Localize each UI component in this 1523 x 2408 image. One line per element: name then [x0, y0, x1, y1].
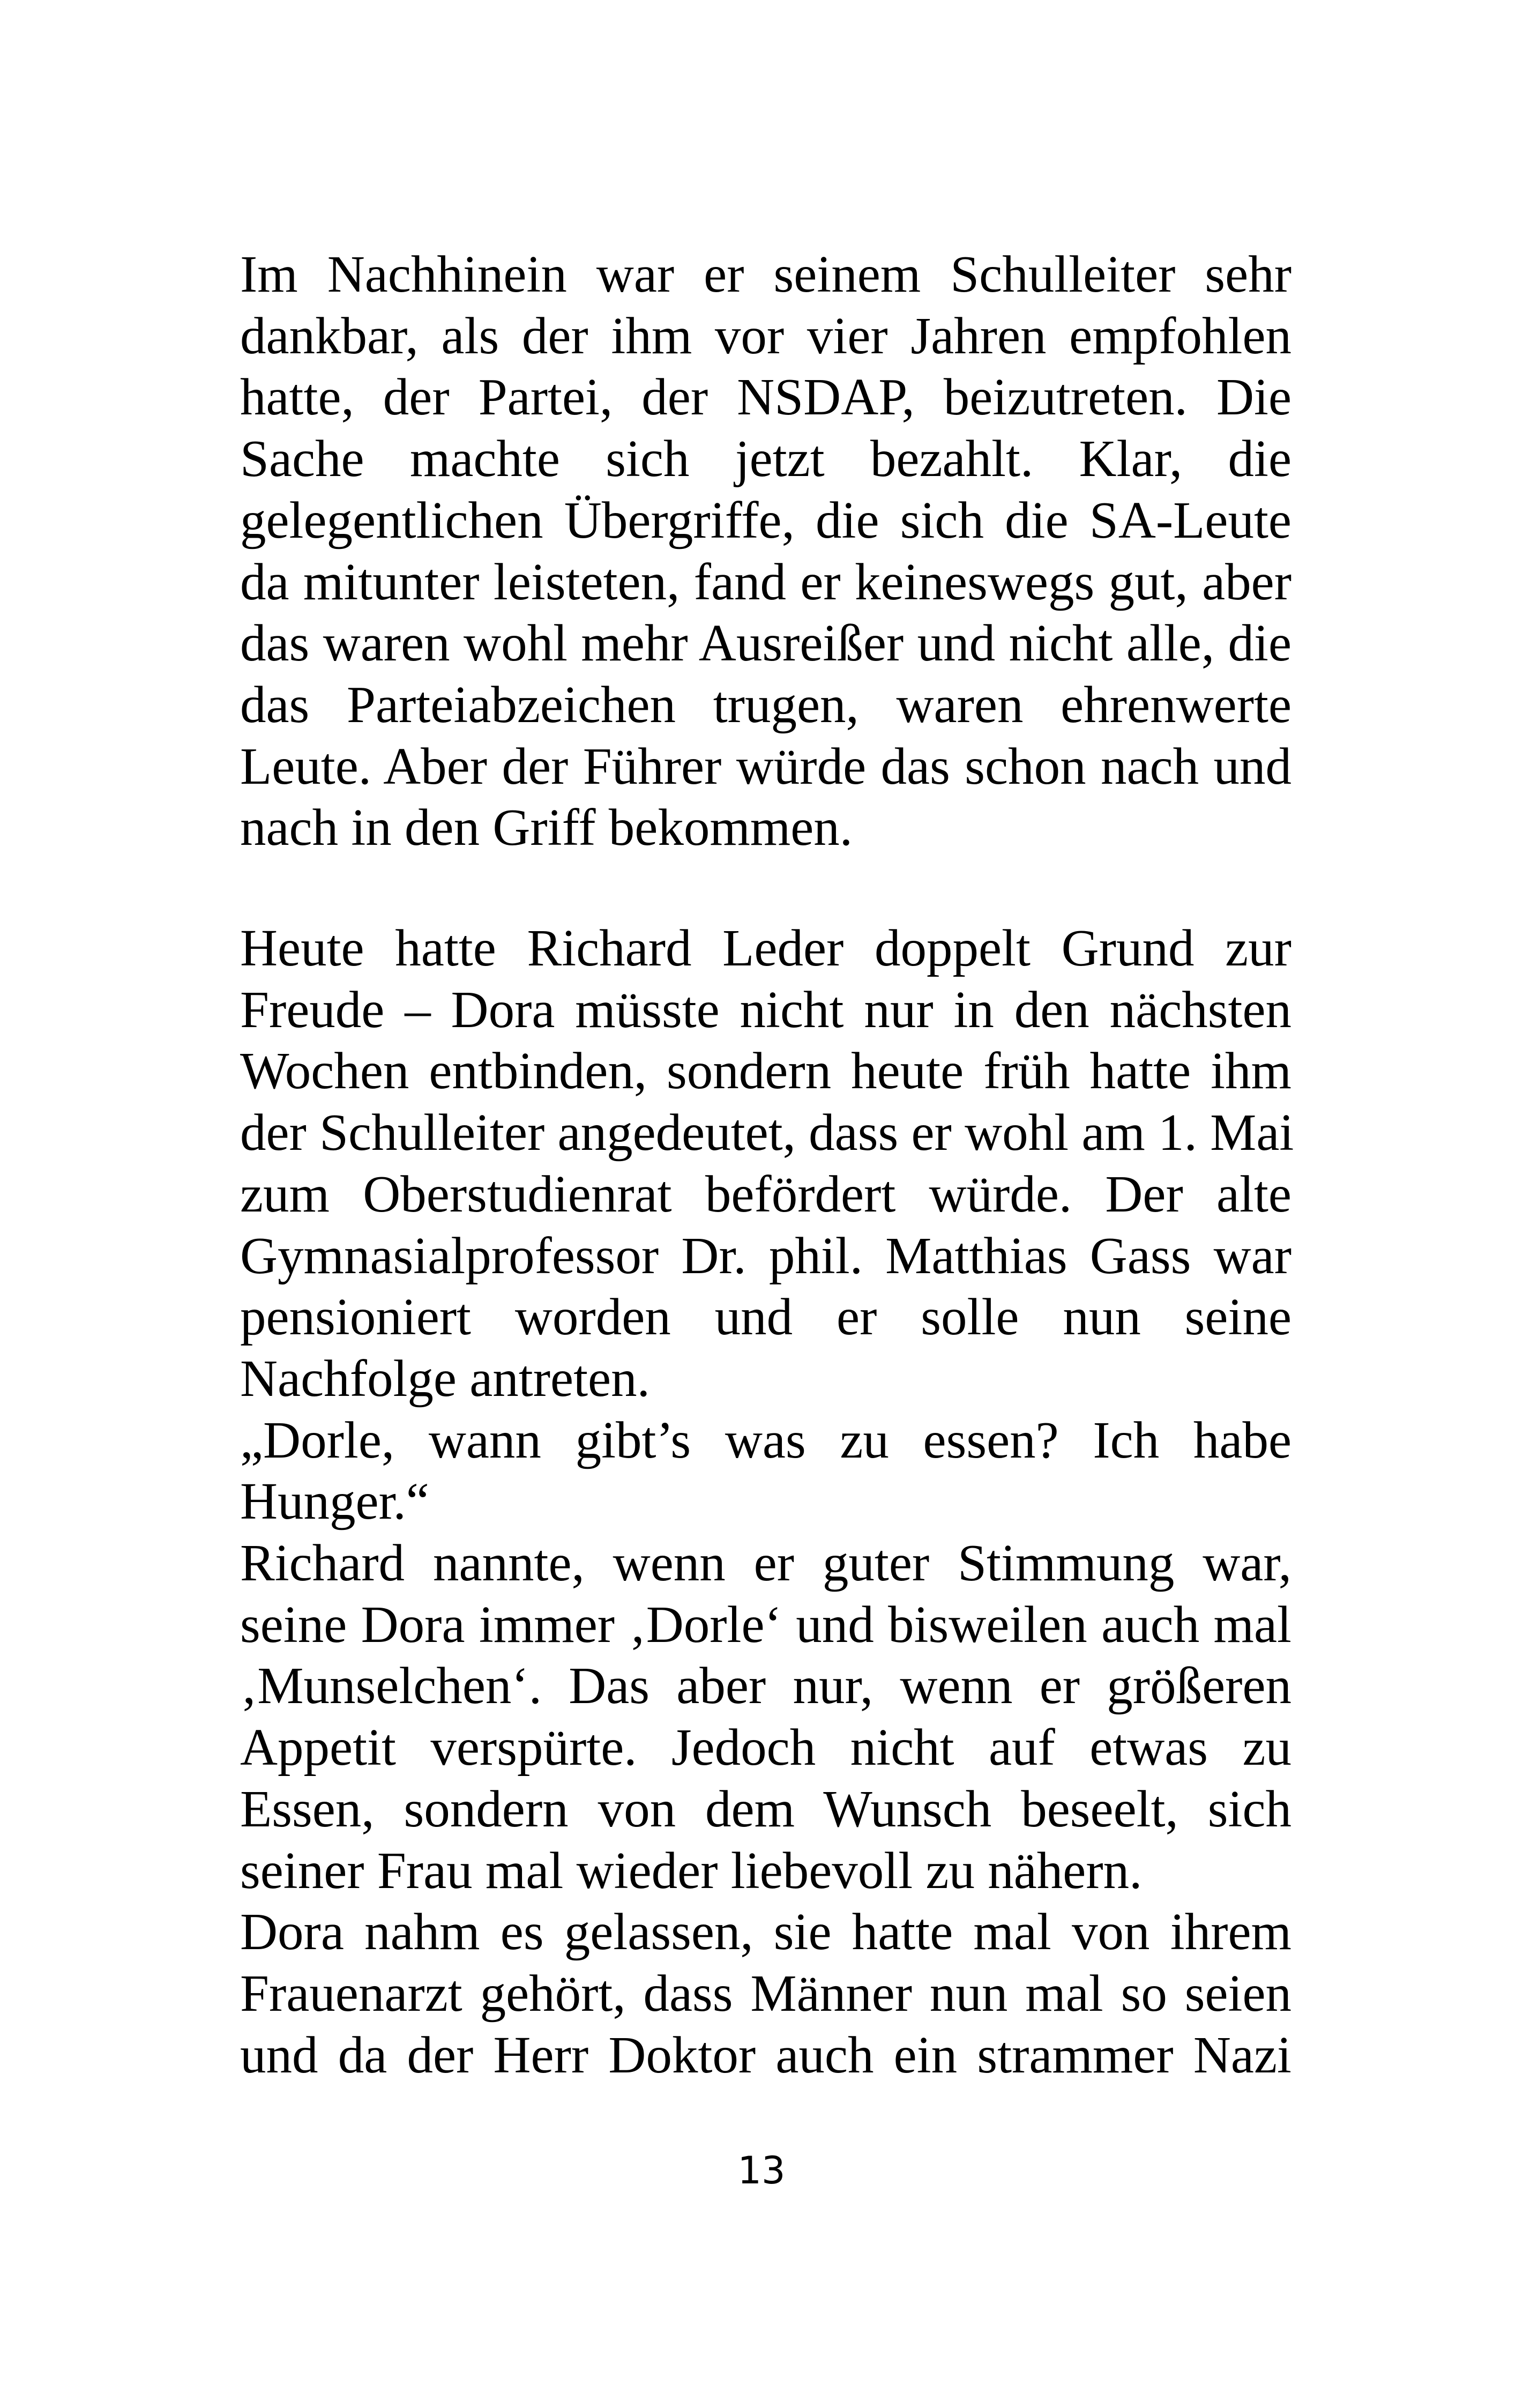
text-line: der Schulleiter angedeutet, dass er wohl am 1. Mai — [240, 1104, 1294, 1162]
text-line: das waren wohl mehr Ausreißer und nicht alle, die — [240, 614, 1291, 672]
text-line: hatte, der Partei, der NSDAP, beizutreten. Die — [240, 368, 1291, 426]
text-line: Heute hatte Richard Leder doppelt Grund zur — [240, 919, 1291, 977]
text-line: „Dorle, wann gibt’s was zu essen? Ich habe — [240, 1411, 1291, 1469]
text-line: Frauenarzt gehört, dass Männer nun mal so seien — [240, 1964, 1291, 2022]
text-line: Wochen entbinden, sondern heute früh hatte ihm — [240, 1042, 1291, 1100]
text-line: Nachfolge antreten. — [240, 1349, 650, 1407]
text-block-1 — [240, 244, 1291, 859]
paragraph-1 — [240, 244, 1291, 859]
text-line: gelegentlichen Übergriffe, die sich die SA-Leute — [240, 491, 1291, 549]
text-line: seiner Frau mal wieder liebevoll zu nähern. — [240, 1841, 1143, 1899]
text-line: Essen, sondern von dem Wunsch beseelt, sich — [240, 1780, 1291, 1838]
text-line: seine Dora immer ‚Dorle‘ und bisweilen auch mal — [240, 1595, 1291, 1653]
text-line: pensioniert worden und er solle nun seine — [240, 1288, 1291, 1346]
text-line: Im Nachhinein war er seinem Schulleiter sehr — [240, 246, 1291, 303]
text-line: Richard nannte, wenn er guter Stimmung war, — [240, 1534, 1291, 1592]
page-number: 13 — [737, 2149, 786, 2193]
paragraph-5 — [240, 1901, 1291, 2086]
text-line: zum Oberstudienrat befördert würde. Der alte — [240, 1165, 1291, 1223]
text-line: Hunger.“ — [240, 1473, 429, 1530]
text-line: Gymnasialprofessor Dr. phil. Matthias Gass war — [240, 1227, 1291, 1284]
text-line: das Parteiabzeichen trugen, waren ehrenwerte — [240, 675, 1291, 733]
paragraph-3 — [240, 1410, 1291, 1533]
paragraph-2 — [240, 918, 1294, 1410]
text-line: Sache machte sich jetzt bezahlt. Klar, die — [240, 430, 1291, 488]
text-line: nach in den Griff bekommen. — [240, 799, 853, 857]
text-line: Leute. Aber der Führer würde das schon nach und — [240, 737, 1291, 795]
text-line: dankbar, als der ihm vor vier Jahren empfohlen — [240, 307, 1291, 365]
text-block-2 — [240, 918, 1294, 2086]
text-line: Dora nahm es gelassen, sie hatte mal von ihrem — [240, 1903, 1291, 1961]
text-line: und da der Herr Doktor auch ein strammer Nazi — [240, 2026, 1291, 2084]
text-line: Appetit verspürte. Jedoch nicht auf etwas zu — [240, 1719, 1291, 1777]
paragraph-4 — [240, 1533, 1291, 1901]
text-line: Freude – Dora müsste nicht nur in den nächsten — [240, 980, 1291, 1038]
text-line: ‚Munselchen‘. Das aber nur, wenn er größeren — [240, 1657, 1291, 1715]
text-line: da mitunter leisteten, fand er keineswegs gut, aber — [240, 553, 1291, 611]
